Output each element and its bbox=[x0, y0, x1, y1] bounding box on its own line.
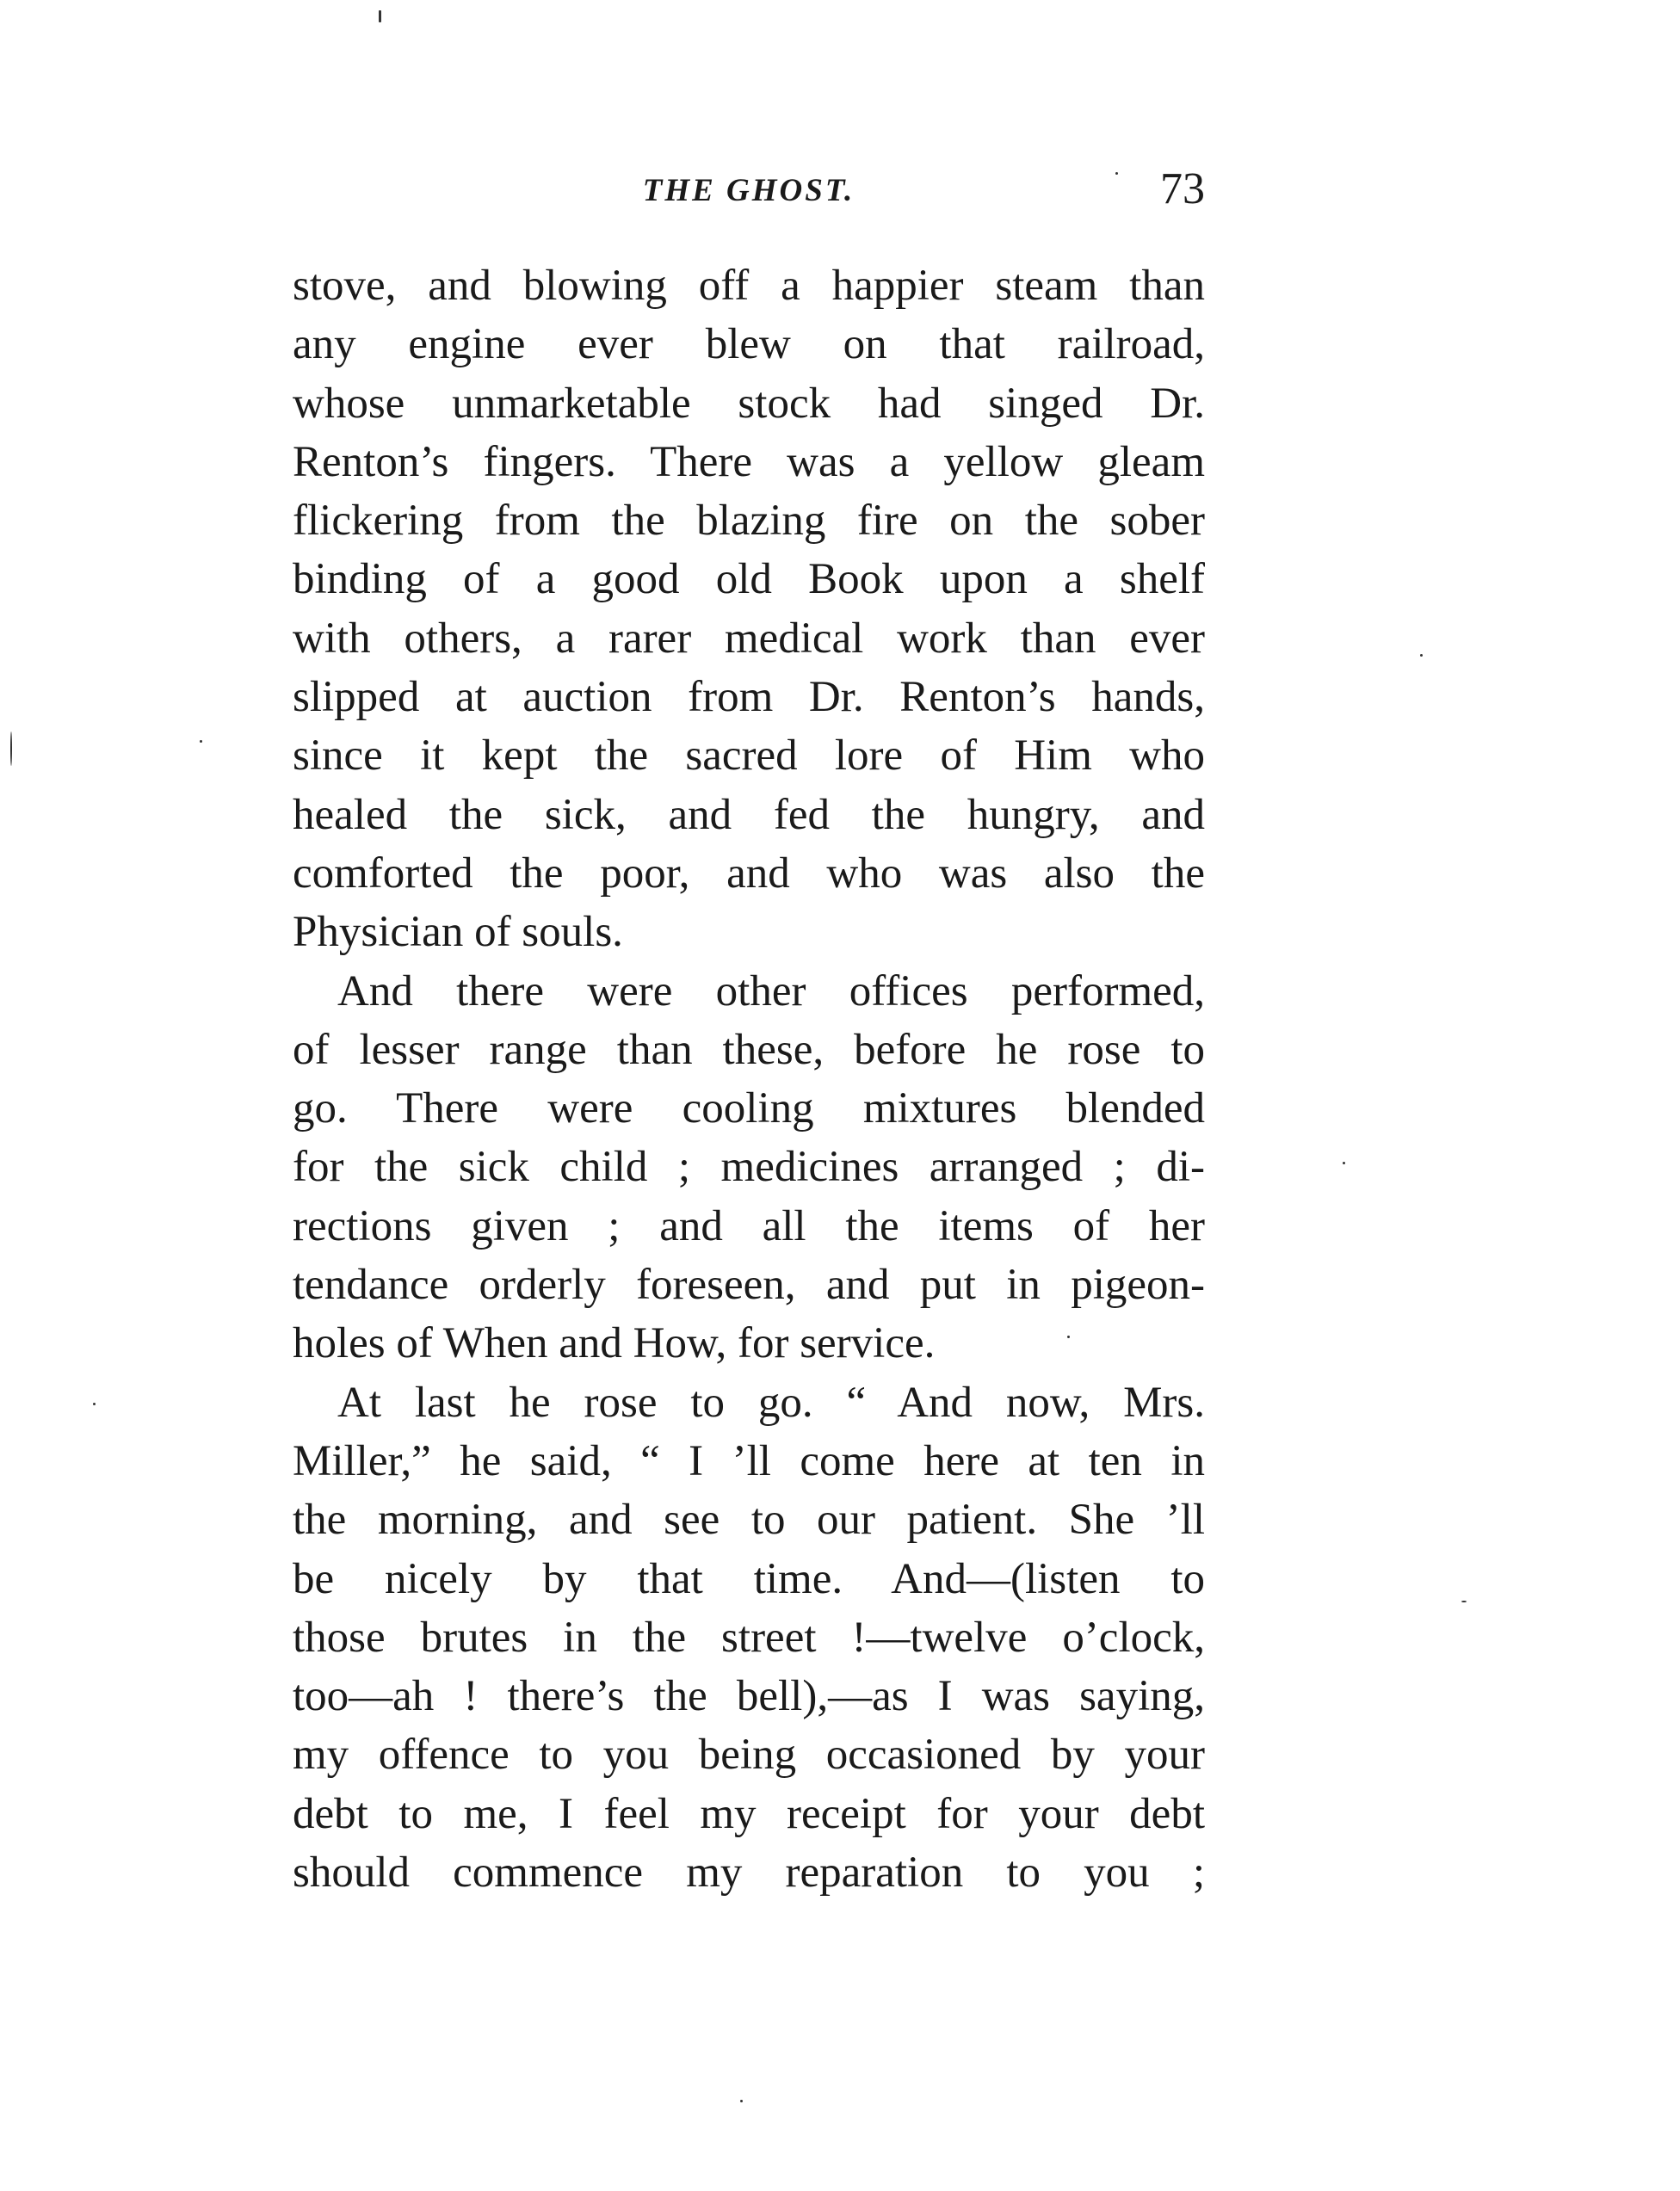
text-line: with others, a rarer medical work than ever bbox=[293, 614, 1205, 663]
text-line: debt to me, I feel my receipt for your debt bbox=[293, 1789, 1205, 1838]
scan-speck bbox=[379, 10, 381, 22]
text-line: tendance orderly foreseen, and put in pigeon- bbox=[293, 1261, 1205, 1310]
paragraph-start-line: And there were other offices performed, bbox=[337, 966, 1205, 1015]
text-line: the morning, and see to our patient. She ’ll bbox=[293, 1496, 1205, 1545]
scan-speck bbox=[1420, 654, 1423, 657]
text-line: comforted the poor, and who was also the bbox=[293, 849, 1205, 898]
text-line: healed the sick, and fed the hungry, and bbox=[293, 790, 1205, 839]
text-line: Miller,” he said, “ I ’ll come here at ten in bbox=[293, 1436, 1205, 1485]
text-line: should commence my reparation to you ; bbox=[293, 1848, 1205, 1898]
scan-speck bbox=[1115, 172, 1118, 175]
body-text bbox=[293, 256, 1205, 1902]
paragraph-end-line: holes of When and How, for service. bbox=[293, 1319, 936, 1368]
scan-speck bbox=[200, 740, 202, 743]
running-head bbox=[293, 164, 1205, 224]
text-line: rections given ; and all the items of her bbox=[293, 1201, 1205, 1250]
text-line: slipped at auction from Dr. Renton’s hands, bbox=[293, 673, 1205, 722]
text-line: stove, and blowing off a happier steam than bbox=[293, 262, 1205, 310]
scan-speck bbox=[93, 1403, 96, 1405]
text-line: whose unmarketable stock had singed Dr. bbox=[293, 379, 1205, 428]
paragraph-end-line: Physician of souls. bbox=[293, 908, 623, 957]
paragraph-start-line: At last he rose to go. “ And now, Mrs. bbox=[337, 1378, 1205, 1427]
text-line: be nicely by that time. And—(listen to bbox=[293, 1554, 1205, 1603]
text-line: my offence to you being occasioned by your bbox=[293, 1731, 1205, 1780]
text-line: since it kept the sacred lore of Him who bbox=[293, 731, 1205, 781]
text-line: for the sick child ; medicines arranged ; di- bbox=[293, 1143, 1205, 1192]
text-line: too—ah ! there’s the bell),—as I was saying, bbox=[293, 1672, 1205, 1721]
scan-speck bbox=[1343, 1162, 1345, 1164]
running-title: THE GHOST. bbox=[642, 173, 855, 208]
text-line: any engine ever blew on that railroad, bbox=[293, 320, 1205, 369]
text-line: go. There were cooling mixtures blended bbox=[293, 1084, 1205, 1133]
scan-speck bbox=[740, 2100, 743, 2102]
scan-speck bbox=[1067, 1336, 1070, 1338]
page-number: 73 bbox=[1160, 164, 1205, 213]
text-line: those brutes in the street !—twelve o’clock, bbox=[293, 1613, 1205, 1662]
text-line: binding of a good old Book upon a shelf bbox=[293, 555, 1205, 604]
scan-speck bbox=[1461, 1601, 1467, 1602]
text-line: of lesser range than these, before he rose to bbox=[293, 1025, 1205, 1074]
text-line: flickering from the blazing fire on the sober bbox=[293, 497, 1205, 546]
text-line: Renton’s fingers. There was a yellow gleam bbox=[293, 437, 1205, 486]
scan-speck bbox=[10, 731, 12, 766]
